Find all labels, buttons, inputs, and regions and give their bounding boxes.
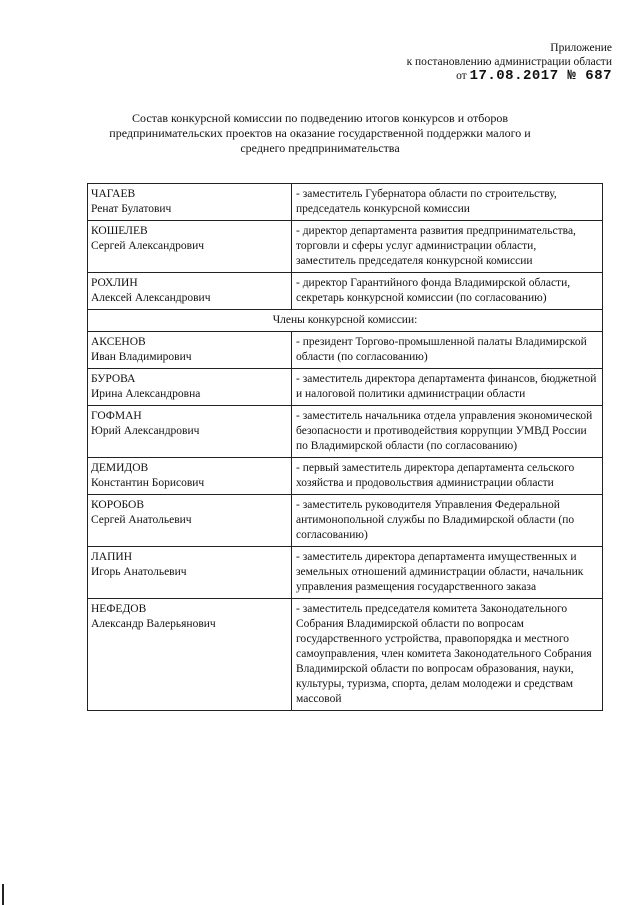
member-name-cell (88, 369, 292, 406)
member-given-name: Александр Валерьянович (91, 618, 216, 630)
member-position: - заместитель начальника отдела управления экономической безопасности и противодействия коррупции УМВД России по Владимирской области (по согласованию) (292, 406, 603, 458)
member-surname: КОРОБОВ (91, 499, 145, 511)
document-title: Состав конкурсной комиссии по подведению итогов конкурсов и отборов предпринимательских проектов на оказание государственной поддержки малого и среднего предпринимательства (109, 111, 531, 155)
member-position: - директор Гарантийного фонда Владимирской области, секретарь конкурсной комиссии (по согласованию) (292, 273, 603, 310)
table-row (88, 495, 603, 547)
table-row (88, 184, 603, 221)
member-name-cell (88, 184, 292, 221)
member-position: - первый заместитель директора департамента сельского хозяйства и продовольствия администрации области (292, 458, 603, 495)
member-name-cell (88, 599, 292, 711)
member-given-name: Ренат Булатович (91, 203, 172, 215)
member-given-name: Ирина Александровна (91, 388, 201, 400)
member-given-name: Иван Владимирович (91, 351, 192, 363)
member-position: - президент Торгово-промышленной палаты Владимирской области (по согласованию) (292, 332, 603, 369)
commission-table (87, 183, 603, 711)
member-position: - заместитель директора департамента имущественных и земельных отношений администрации области, начальник управления размещения государственного заказа (292, 547, 603, 599)
member-surname: АКСЕНОВ (91, 336, 146, 348)
table-row (88, 221, 603, 273)
table-row (88, 332, 603, 369)
member-name-cell (88, 495, 292, 547)
member-given-name: Константин Борисович (91, 477, 205, 489)
member-name-cell (88, 332, 292, 369)
table-row (88, 547, 603, 599)
members-heading-row (88, 310, 603, 332)
member-surname: КОШЕЛЕВ (91, 225, 148, 237)
member-given-name: Сергей Александрович (91, 240, 205, 252)
appendix-reference: к постановлению администрации области (406, 55, 612, 68)
member-name-cell (88, 547, 292, 599)
member-position: - заместитель директора департамента финансов, бюджетной и налоговой политики администрации области (292, 369, 603, 406)
member-surname: БУРОВА (91, 373, 136, 385)
member-surname: НЕФЕДОВ (91, 603, 147, 615)
member-surname: ГОФМАН (91, 410, 142, 422)
member-position: - заместитель руководителя Управления Федеральной антимонопольной службы по Владимирской области (по согласованию) (292, 495, 603, 547)
member-given-name: Игорь Анатольевич (91, 566, 187, 578)
member-surname: РОХЛИН (91, 277, 138, 289)
member-position: - директор департамента развития предпринимательства, торговли и сферы услуг администрации области, заместитель председателя конкурсной комиссии (292, 221, 603, 273)
scan-edge-mark (2, 884, 4, 905)
member-name-cell (88, 406, 292, 458)
member-given-name: Алексей Александрович (91, 292, 211, 304)
member-position: - заместитель председателя комитета Законодательного Собрания Владимирской области по вопросам государственного устройства, правопорядка и местного самоуправления, член комитета Законодательного Собрания Владимирской области по вопросам образования, науки, культуры, туризма, спорта, делам молодежи и средствам массовой (292, 599, 603, 711)
table-row (88, 458, 603, 495)
table-row (88, 273, 603, 310)
table-row (88, 599, 603, 711)
member-position: - заместитель Губернатора области по строительству, председатель конкурсной комиссии (292, 184, 603, 221)
member-given-name: Юрий Александрович (91, 425, 200, 437)
member-name-cell (88, 273, 292, 310)
member-name-cell (88, 458, 292, 495)
member-surname: ЛАПИН (91, 551, 133, 563)
table-row (88, 369, 603, 406)
member-surname: ЧАГАЕВ (91, 188, 136, 200)
members-heading: Члены конкурсной комиссии: (88, 310, 603, 332)
date-prefix: от (456, 70, 467, 82)
member-given-name: Сергей Анатольевич (91, 514, 192, 526)
member-name-cell (88, 221, 292, 273)
date-and-number: 17.08.2017 № 687 (469, 68, 612, 84)
appendix-label: Приложение (550, 42, 612, 54)
table-row (88, 406, 603, 458)
appendix-date-line (407, 70, 612, 84)
appendix-header (407, 42, 612, 84)
member-surname: ДЕМИДОВ (91, 462, 149, 474)
